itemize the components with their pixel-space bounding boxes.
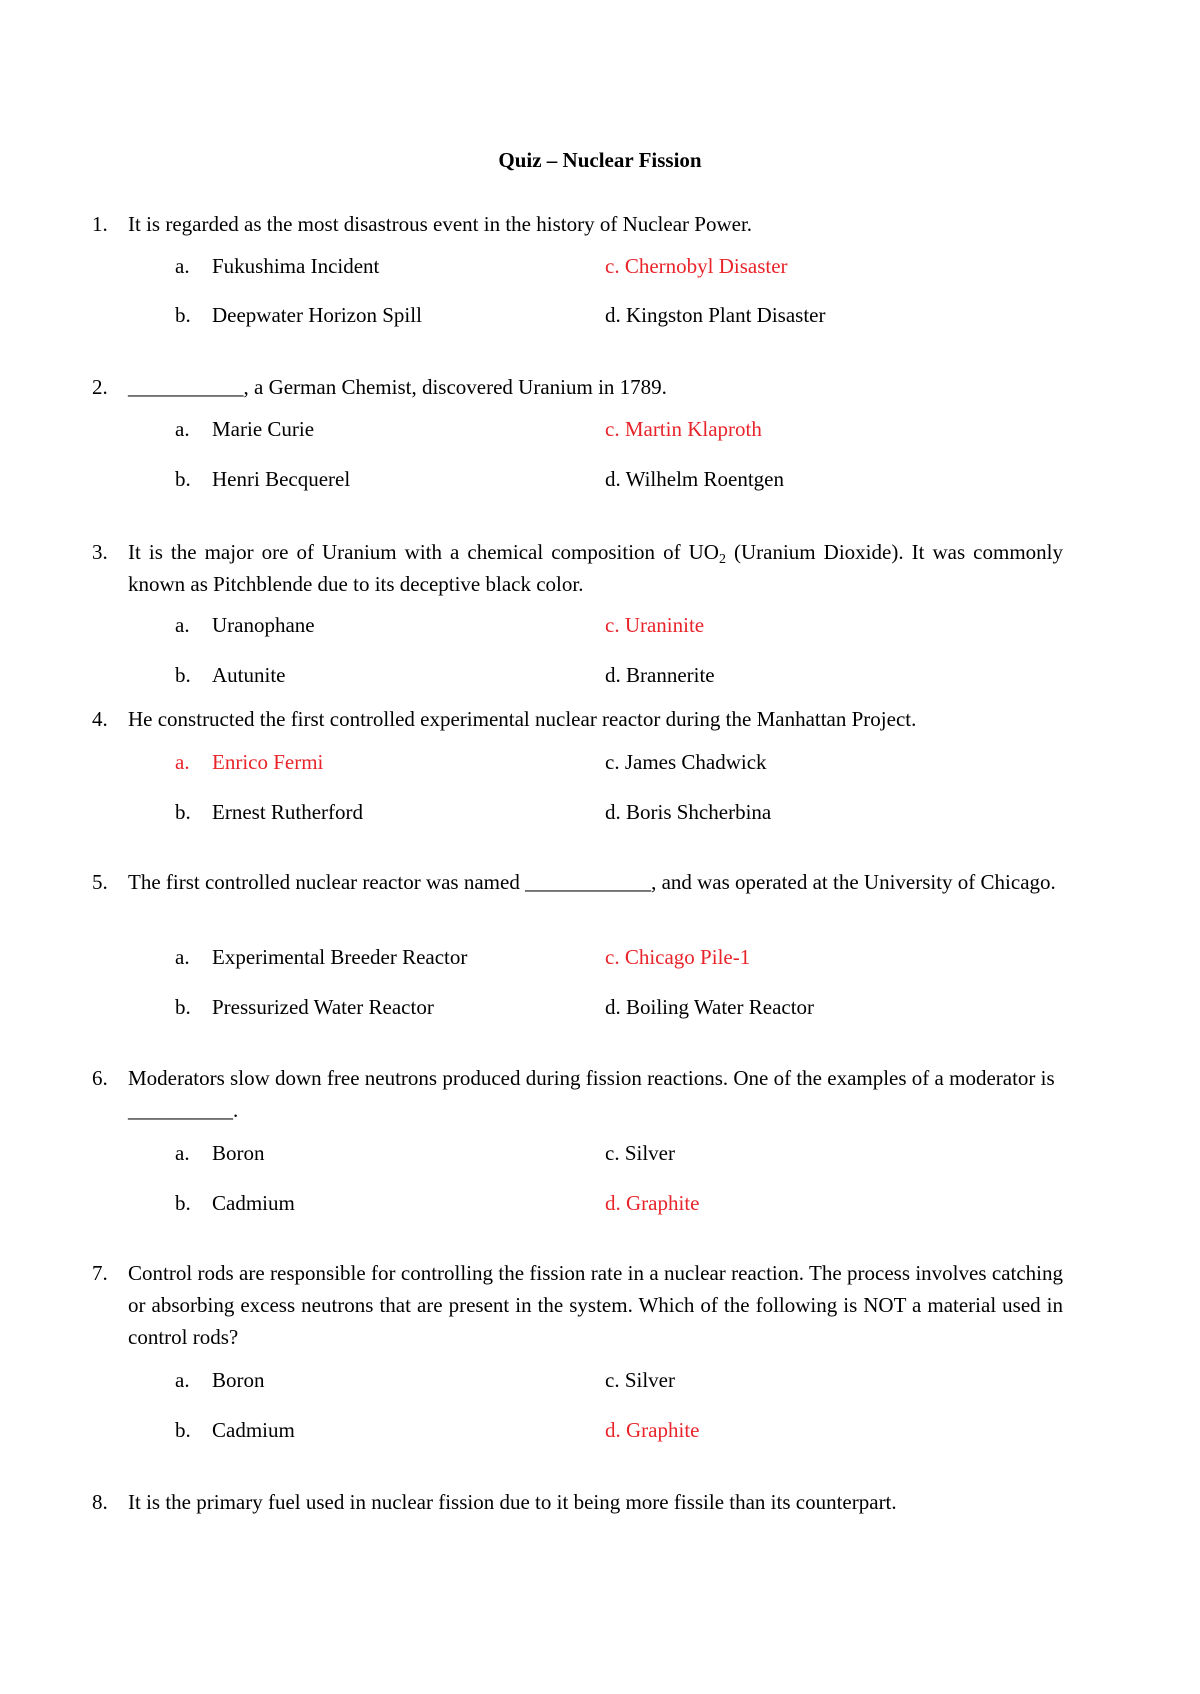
option-letter: b.	[175, 995, 191, 1019]
question-number: 1.	[92, 212, 108, 236]
option-letter: b.	[175, 303, 191, 327]
option-b	[175, 659, 286, 691]
option-letter: b.	[175, 1191, 191, 1215]
option-text: Henri Becquerel	[212, 467, 351, 491]
question-text: Control rods are responsible for controlling the fission rate in a nuclear reaction. The process involves catching or absorbing excess neutrons that are present in the system. Which of the following is NOT a material used in control rods?	[128, 1261, 1063, 1349]
option-text: Fukushima Incident	[212, 254, 380, 278]
option-text: Boron	[212, 1141, 265, 1165]
question-text: It is the primary fuel used in nuclear fission due to it being more fissile than its counterpart.	[128, 1490, 897, 1514]
option-letter: a.	[175, 945, 190, 969]
option-text: Uranophane	[212, 613, 315, 637]
question-text: ___________, a German Chemist, discovered Uranium in 1789.	[128, 375, 667, 399]
option-b	[175, 463, 350, 495]
question-text: Moderators slow down free neutrons produced during fission reactions. One of the examples of a moderator is __________.	[128, 1066, 1055, 1122]
question-text-part: It is the major ore of Uranium with a chemical composition of UO	[128, 540, 719, 564]
question-text: He constructed the first controlled experimental nuclear reactor during the Manhattan Project.	[128, 707, 917, 731]
option-a	[175, 1364, 265, 1396]
option-d: d. Wilhelm Roentgen	[605, 467, 784, 491]
option-b	[175, 1414, 295, 1446]
question-number: 4.	[92, 707, 108, 731]
option-text: Marie Curie	[212, 417, 315, 441]
option-letter: a.	[175, 1368, 190, 1392]
option-a	[175, 941, 467, 973]
option-text: Boron	[212, 1368, 265, 1392]
option-letter: a.	[175, 1141, 190, 1165]
option-letter: b.	[175, 467, 191, 491]
question-text	[128, 536, 1063, 600]
question-number: 3.	[92, 540, 108, 564]
option-text: Autunite	[212, 663, 286, 687]
option-c: c. Silver	[605, 1141, 675, 1165]
option-d: d. Boris Shcherbina	[605, 800, 772, 824]
option-text: Cadmium	[212, 1418, 295, 1442]
question-text: It is regarded as the most disastrous event in the history of Nuclear Power.	[128, 212, 753, 236]
option-d-correct: d. Graphite	[605, 1418, 700, 1442]
option-c: c. Silver	[605, 1368, 675, 1392]
question-number: 6.	[92, 1066, 108, 1090]
option-d: d. Brannerite	[605, 663, 715, 687]
option-text: Experimental Breeder Reactor	[212, 945, 468, 969]
option-d-correct: d. Graphite	[605, 1191, 700, 1215]
page-title: Quiz – Nuclear Fission	[498, 148, 702, 172]
option-a	[175, 413, 314, 445]
option-d: d. Kingston Plant Disaster	[605, 303, 826, 327]
option-b	[175, 796, 363, 828]
option-d: d. Boiling Water Reactor	[605, 995, 815, 1019]
option-b	[175, 991, 434, 1023]
question-number: 2.	[92, 375, 108, 399]
question-text: The first controlled nuclear reactor was named ____________, and was operated at the University of Chicago.	[128, 870, 1056, 894]
option-c-correct: c. Chernobyl Disaster	[605, 254, 788, 278]
option-letter: a.	[175, 254, 190, 278]
option-b	[175, 299, 422, 331]
option-c-correct: c. Chicago Pile-1	[605, 945, 751, 969]
question-number: 8.	[92, 1490, 108, 1514]
option-text: Pressurized Water Reactor	[212, 995, 434, 1019]
option-letter: b.	[175, 1418, 191, 1442]
option-b	[175, 1187, 295, 1219]
option-c-correct: c. Uraninite	[605, 613, 705, 637]
option-letter: a.	[175, 417, 190, 441]
option-c-correct: c. Martin Klaproth	[605, 417, 762, 441]
option-letter: a.	[175, 613, 190, 637]
question-text-part: (Uranium Dioxide). It was commonly known as Pitchblende due to its deceptive black color.	[128, 540, 1063, 596]
option-a	[175, 250, 379, 282]
option-a	[175, 1137, 265, 1169]
option-c: c. James Chadwick	[605, 750, 767, 774]
option-a	[175, 609, 315, 641]
option-text: Deepwater Horizon Spill	[212, 303, 422, 327]
option-letter: b.	[175, 800, 191, 824]
option-text: Ernest Rutherford	[212, 800, 364, 824]
option-a-correct	[175, 746, 323, 778]
option-text: Cadmium	[212, 1191, 295, 1215]
question-number: 5.	[92, 870, 108, 894]
option-letter: b.	[175, 663, 191, 687]
subscript: 2	[718, 552, 726, 567]
option-text: Enrico Fermi	[212, 750, 324, 774]
question-number: 7.	[92, 1261, 108, 1285]
option-letter: a.	[175, 750, 190, 774]
